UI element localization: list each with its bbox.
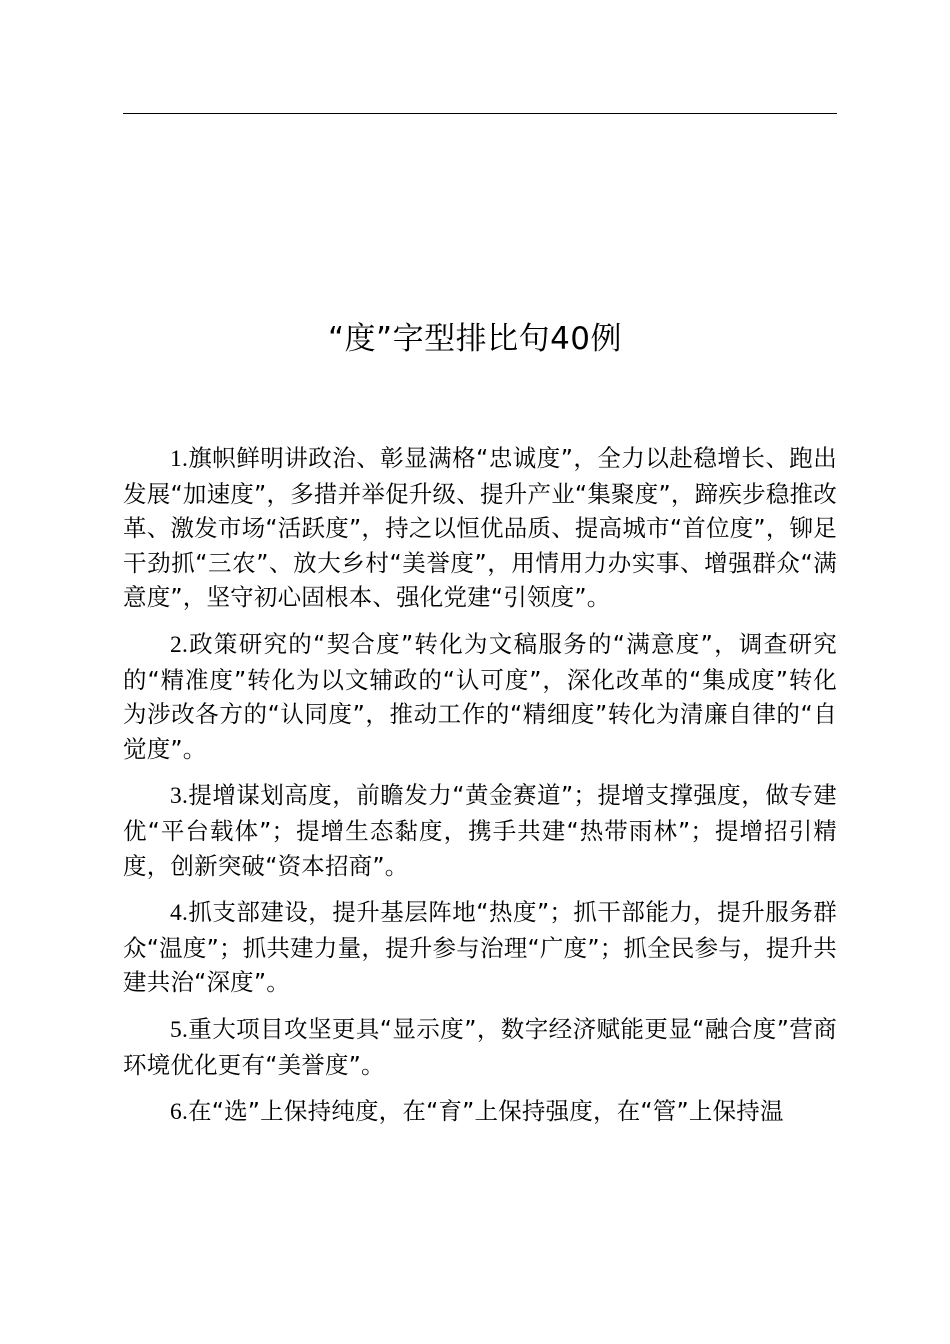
paragraph-text: 在“选”上保持纯度，在“育”上保持强度，在“管”上保持温 bbox=[188, 1097, 784, 1126]
paragraph-number: 5. bbox=[170, 1016, 189, 1043]
paragraph-number: 4. bbox=[170, 900, 189, 927]
paragraph-number: 6. bbox=[170, 1099, 189, 1126]
paragraph-text: 提增谋划高度，前瞻发力“黄金赛道”；提增支撑强度，做专建优“平台载体”；提增生态黏度，携手共建“热带雨林”；提增招引精度，创新突破“资本招商”。 bbox=[123, 781, 837, 880]
paragraph-text: 重大项目攻坚更具“显示度”，数字经济赋能更显“融合度”营商环境优化更有“美誉度”。 bbox=[123, 1014, 837, 1079]
paragraph-number: 1. bbox=[170, 446, 189, 472]
paragraph-text: 旗帜鲜明讲政治、彰显满格“忠诚度”，全力以赴稳增长、跑出发展“加速度”，多措并举促升级、提升产业“集聚度”，蹄疾步稳推改革、激发市场“活跃度”，持之以恒优品质、提高城市“首位度”，铆足干劲抓“三农”、放大乡村“美誉度”，用情用力办实事、增强群众“满意度”，坚守初心固根本、强化党建“引领度”。 bbox=[123, 444, 837, 612]
document-body bbox=[123, 441, 837, 1142]
paragraph-3 bbox=[123, 778, 837, 883]
paragraph-6 bbox=[123, 1094, 837, 1130]
paragraph-4 bbox=[123, 895, 837, 1000]
header-rule bbox=[123, 113, 837, 114]
paragraph-1 bbox=[123, 441, 837, 615]
paragraph-number: 2. bbox=[170, 631, 189, 658]
paragraph-number: 3. bbox=[170, 783, 189, 810]
paragraph-text: 抓支部建设，提升基层阵地“热度”；抓干部能力，提升服务群众“温度”；抓共建力量，提升参与治理“广度”；抓全民参与，提升共建共治“深度”。 bbox=[123, 898, 837, 997]
paragraph-text: 政策研究的“契合度”转化为文稿服务的“满意度”，调查研究的“精准度”转化为以文辅政的“认可度”，深化改革的“集成度”转化为涉改各方的“认同度”，推动工作的“精细度”转化为清廉自律的“自觉度”。 bbox=[123, 629, 837, 763]
document-title: “度”字型排比句40例 bbox=[327, 321, 623, 357]
paragraph-5 bbox=[123, 1012, 837, 1082]
paragraph-2 bbox=[123, 627, 837, 766]
